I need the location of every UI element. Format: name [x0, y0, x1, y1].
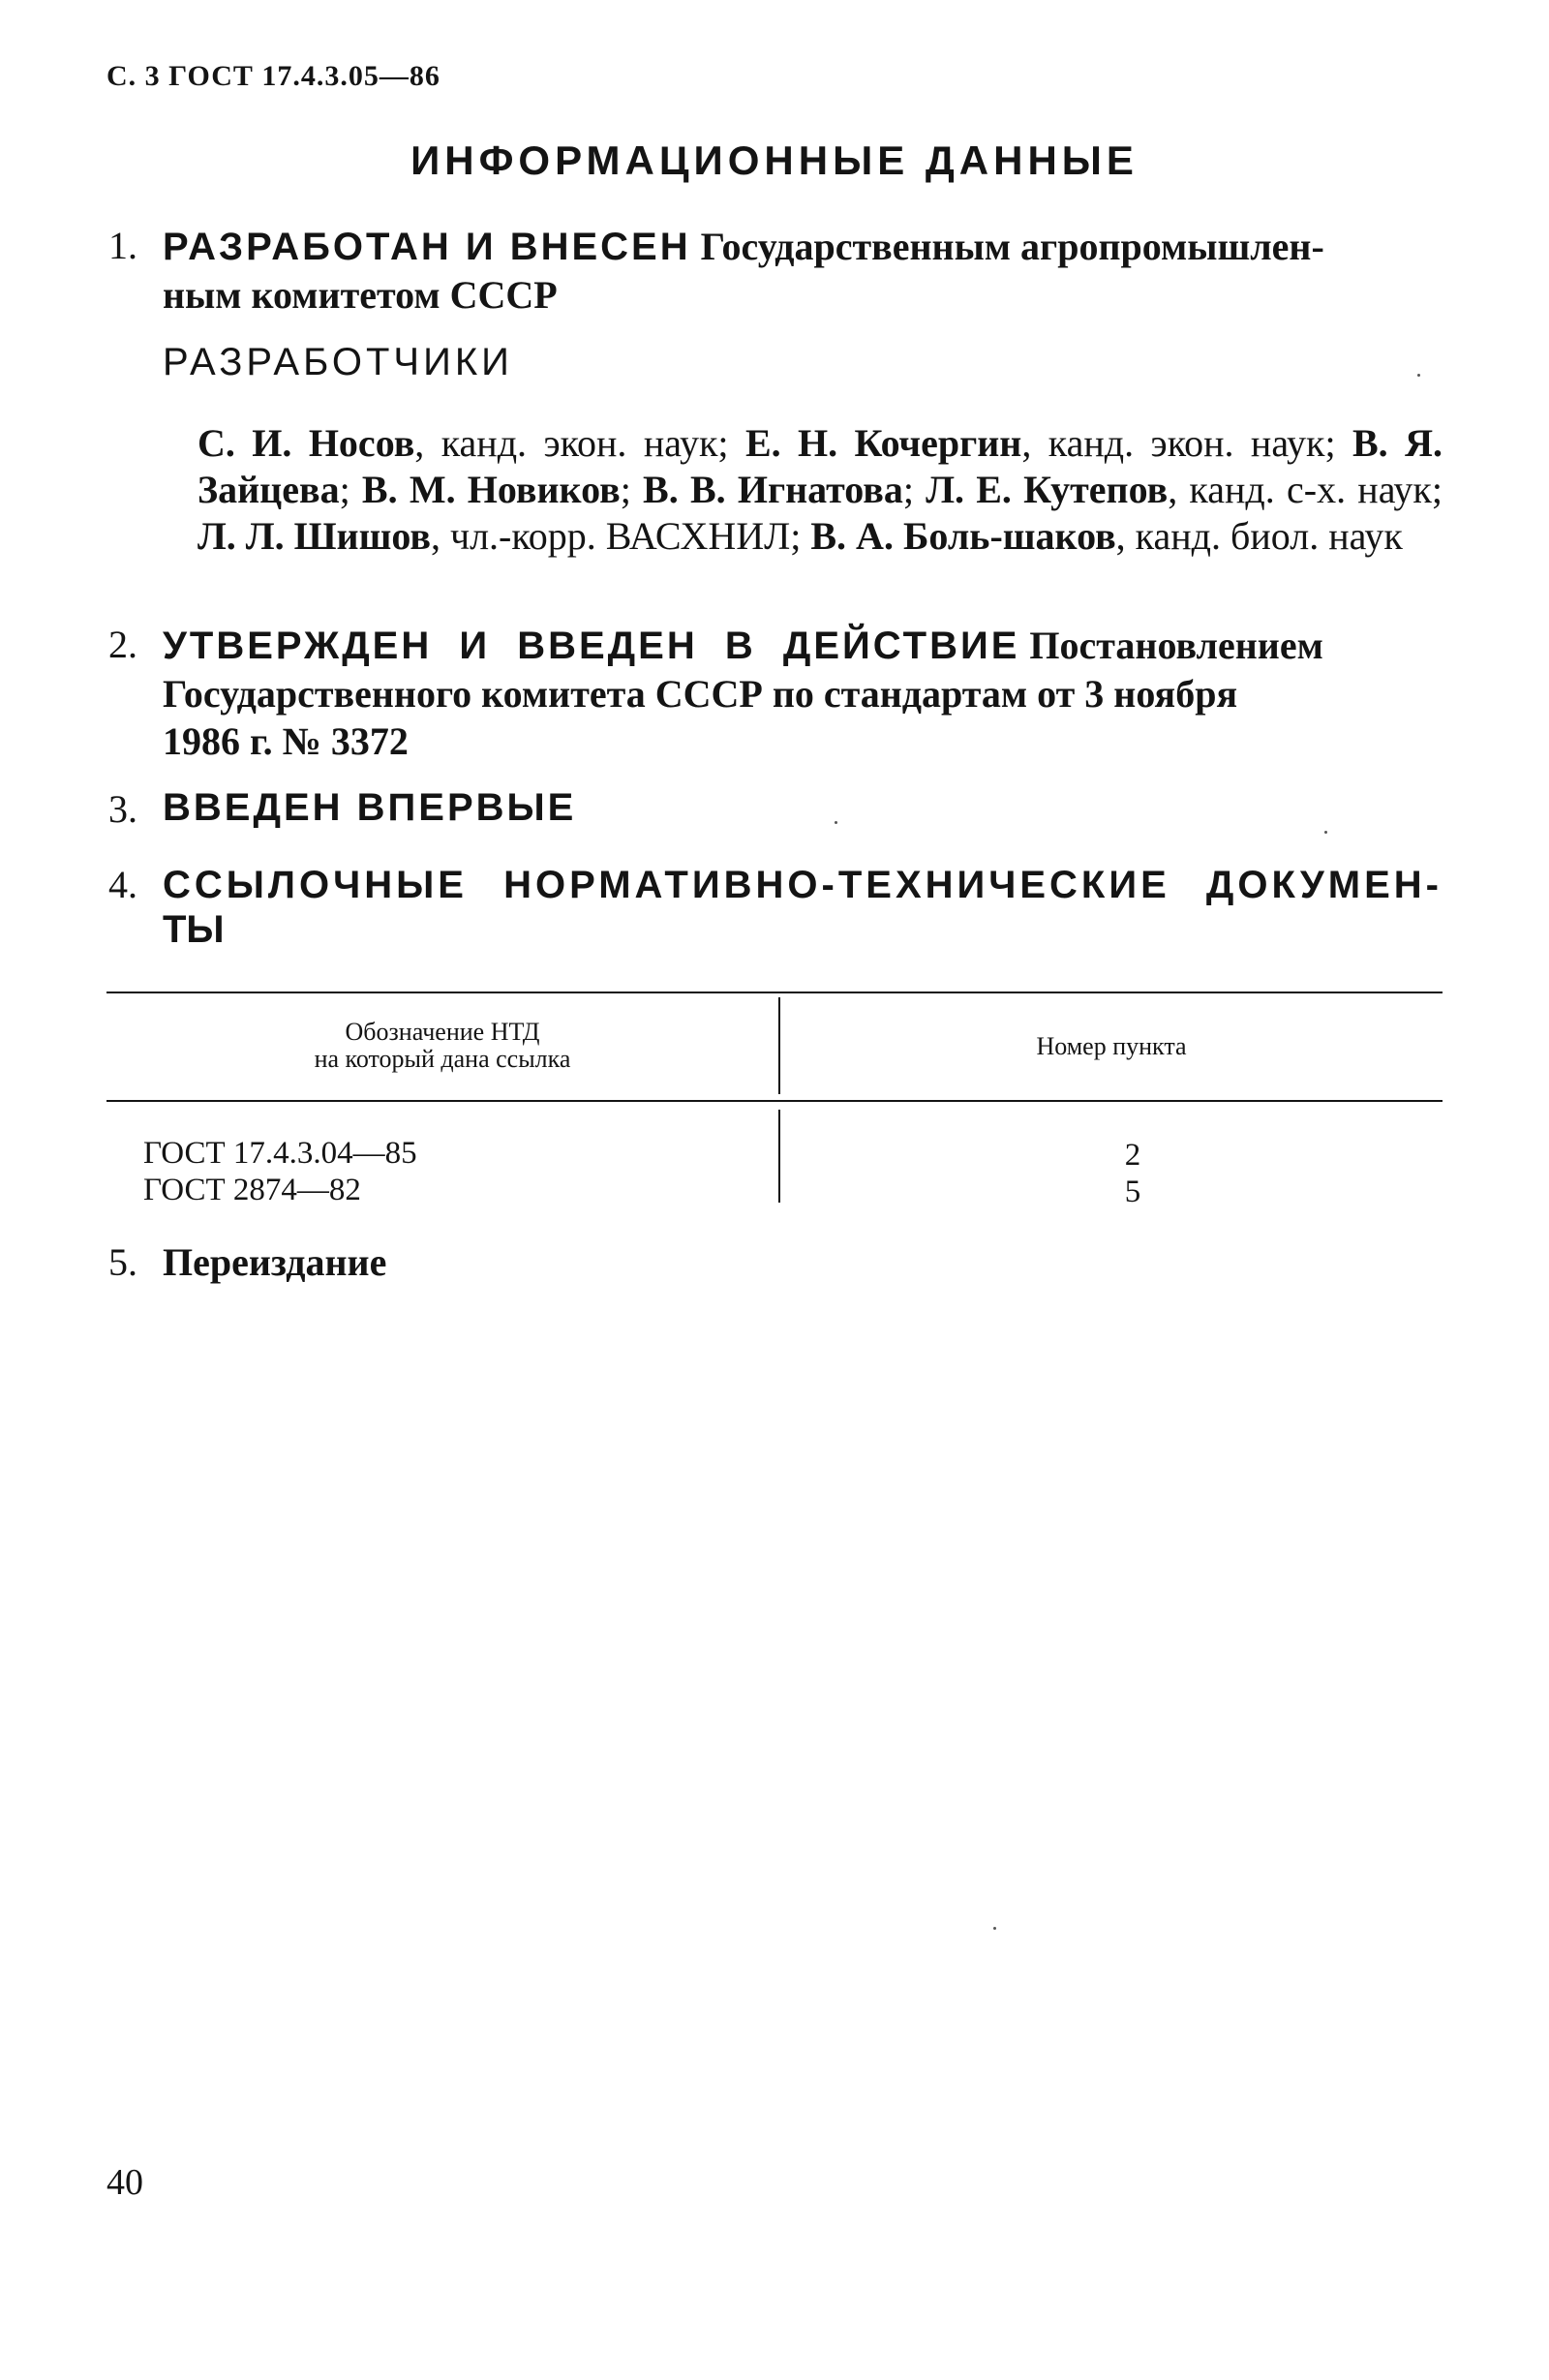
- table-cell-document: ГОСТ 17.4.3.04—85: [143, 1136, 417, 1171]
- developer-name: В. Я. Зайцева: [197, 421, 1443, 511]
- developer-name: Л. Е. Кутепов: [926, 468, 1169, 511]
- developers-list: [197, 420, 1443, 560]
- developer-role: , канд. биол. наук: [1115, 514, 1403, 558]
- developer-name: С. И. Носов: [197, 421, 415, 465]
- page-number: 40: [106, 2162, 143, 2203]
- item-5-heading: Переиздание: [163, 1240, 387, 1284]
- item-3-number: 3.: [108, 787, 137, 831]
- table-header-document: [106, 1019, 778, 1073]
- developers-heading: РАЗРАБОТЧИКИ: [163, 341, 513, 383]
- developer-name: Л. Л. Шишов: [197, 514, 431, 558]
- item-1-text: [163, 223, 1443, 319]
- item-3-heading: ВВЕДЕН ВПЕРВЫЕ: [163, 786, 577, 829]
- item-2-number: 2.: [108, 623, 137, 666]
- developer-name: В. В. Игнатова: [643, 468, 903, 511]
- developer-role: , канд. экон. наук;: [1021, 421, 1352, 465]
- item-1-text-b: ным комитетом СССР: [163, 273, 558, 317]
- table-top-rule: [106, 992, 1443, 993]
- item-2-text-c: 1986 г. № 3372: [163, 719, 409, 763]
- scan-speck: [1324, 831, 1327, 834]
- scan-speck: [835, 821, 837, 824]
- item-5-number: 5.: [108, 1240, 137, 1284]
- item-1-lead: РАЗРАБОТАН И ВНЕСЕН: [163, 226, 691, 268]
- item-1-number: 1.: [108, 224, 137, 267]
- developer-role: , чл.-корр. ВАСХНИЛ;: [430, 514, 811, 558]
- scan-speck: [1417, 374, 1420, 377]
- developer-name: В. А. Боль-шаков: [810, 514, 1116, 558]
- developer-name: Е. Н. Кочергин: [744, 421, 1022, 465]
- developer-role: , канд. с-х. наук;: [1168, 468, 1443, 511]
- item-4-heading-line2: ТЫ: [163, 908, 225, 951]
- scan-speck: [993, 1927, 996, 1930]
- running-header: С. 3 ГОСТ 17.4.3.05—86: [106, 60, 440, 92]
- item-4-number: 4.: [108, 863, 137, 906]
- table-header-clause: Номер пункта: [1036, 1032, 1187, 1060]
- item-2-lead: УТВЕРЖДЕН И ВВЕДЕН В ДЕЙСТВИЕ: [163, 625, 1020, 667]
- developer-name: В. М. Новиков: [361, 468, 621, 511]
- table-header-document-line2: на который дана ссылка: [314, 1045, 571, 1073]
- table-row: [143, 1135, 417, 1208]
- item-1-text-a: Государственным агропромышлен-: [700, 225, 1324, 268]
- item-2-text: [163, 622, 1443, 765]
- table-cell-clause: 2: [1124, 1138, 1141, 1173]
- table-cell-document: ГОСТ 2874—82: [143, 1173, 361, 1207]
- item-2-text-a: Постановлением: [1029, 624, 1323, 667]
- table-body-divider: [778, 1110, 780, 1203]
- table-header-rule: [106, 1100, 1443, 1102]
- table-cell-clause: 5: [1124, 1175, 1141, 1209]
- table-row: [1094, 1137, 1171, 1210]
- developer-role: , канд. экон. наук;: [414, 421, 745, 465]
- table-header-document-line1: Обозначение НТД: [345, 1018, 540, 1046]
- item-4-heading-line1: ССЫЛОЧНЫЕ НОРМАТИВНО-ТЕХНИЧЕСКИЕ ДОКУМЕН-: [163, 864, 1443, 906]
- item-2-text-b: Государственного комитета СССР по стандартам от 3 ноября: [163, 672, 1238, 716]
- developer-role: ;: [339, 468, 362, 511]
- page-title: ИНФОРМАЦИОННЫЕ ДАННЫЕ: [410, 137, 1139, 183]
- developer-role: ;: [620, 468, 644, 511]
- developer-role: ;: [902, 468, 926, 511]
